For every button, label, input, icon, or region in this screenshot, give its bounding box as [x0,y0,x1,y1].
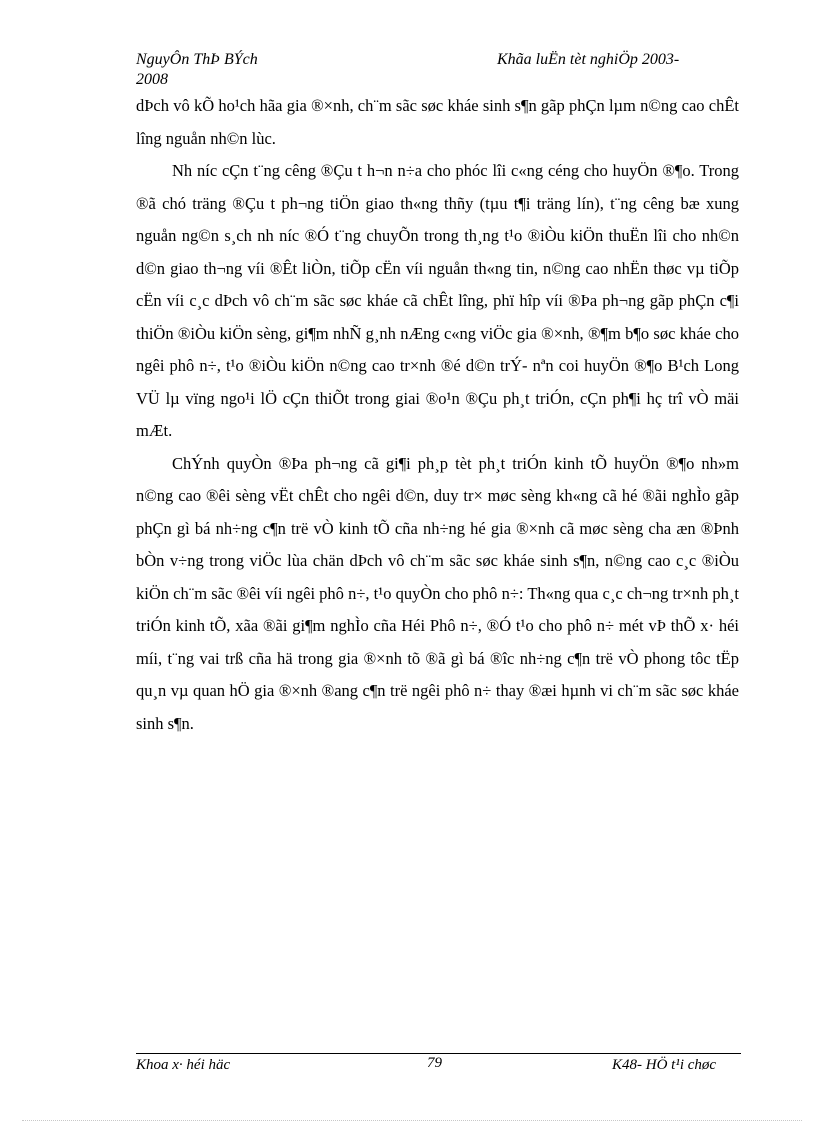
paragraph-state-investment: Nh níc cÇn t¨ng cêng ®Çu t h¬n n÷a cho phóc lîi c«ng céng cho huyÖn ®¶o. Trong ®ã chó träng ®Çu t ph¬ng tiÖn giao th«ng thñy (tµu t¶i träng lín), t¨ng cêng bæ xung nguån ng©n s¸ch nh níc ®Ó t¨ng chuyÕn trong th¸ng t¹o ®iÒu kiÖn thuËn lîi cho nh©n d©n giao th¬ng víi ®Êt liÒn, tiÕp cËn víi nguån th«ng tin, n©ng cao nhËn thøc vµ tiÕp cËn víi c¸c dÞch vô ch¨m sãc søc kháe cã chÊt lîng, phï hîp víi ®Þa ph¬ng gãp phÇn c¶i thiÖn ®iÒu kiÖn sèng, gi¶m nhÑ g¸nh nÆng c«ng viÖc gia ®×nh, ®¶m b¶o søc kháe cho ngêi phô n÷, t¹o ®iÒu kiÖn n©ng cao tr×nh ®é d©n trÝ- nªn coi huyÖn ®¶o B¹ch Long VÜ lµ vïng ngo¹i lÖ cÇn thiÕt trong giai ®o¹n ®Çu ph¸t triÓn, cÇn ph¶i hç trî vÒ mäi mÆt. [136,161,739,440]
header-author: NguyÔn ThÞ BÝch [136,51,258,68]
page-edge-divider [22,1120,802,1121]
page-number: 79 [427,1055,442,1071]
body-text [136,90,739,740]
header-year: 2008 [136,71,168,88]
header-title: Khãa luËn tèt nghiÖp 2003- [497,51,680,68]
footer-class: K48- HÖ t¹i chøc [612,1057,717,1073]
footer-faculty: Khoa x· héi häc [136,1057,231,1073]
paragraph-continuation: dÞch vô kÕ ho¹ch hãa gia ®×nh, ch¨m sãc søc kháe sinh s¶n gãp phÇn lµm n©ng cao chÊt lîng nguån nh©n lùc. [136,96,739,148]
paragraph-local-government: ChÝnh quyÒn ®Þa ph¬ng cã gi¶i ph¸p tèt ph¸t triÓn kinh tÕ huyÖn ®¶o nh»m n©ng cao ®êi sèng vËt chÊt cho ngêi d©n, duy tr× møc sèng kh«ng cã hé ®ãi nghÌo gãp phÇn gì bá nh÷ng c¶n trë vÒ kinh tÕ cña nh÷ng hé gia ®×nh cã møc sèng cha æn ®Þnh bÒn v÷ng trong viÖc lùa chän dÞch vô ch¨m sãc søc kháe sinh s¶n, n©ng cao c¸c ®iÒu kiÖn ch¨m sãc ®êi víi ngêi phô n÷, t¹o quyÒn cho phô n÷: Th«ng qua c¸c ch¬ng tr×nh ph¸t triÓn kinh tÕ, xãa ®ãi gi¶m nghÌo cña Héi Phô n÷, ®Ó t¹o cho phô n÷ mét vÞ thÕ x· héi míi, t¨ng vai trß cña hä trong gia ®×nh tõ ®ã gì bá ®îc nh÷ng c¶n trë vÒ phong tôc tËp qu¸n vµ quan hÖ gia ®×nh ®ang c¶n trë ngêi phô n÷ thay ®æi hµnh vi ch¨m sãc søc kháe sinh s¶n. [136,453,739,733]
